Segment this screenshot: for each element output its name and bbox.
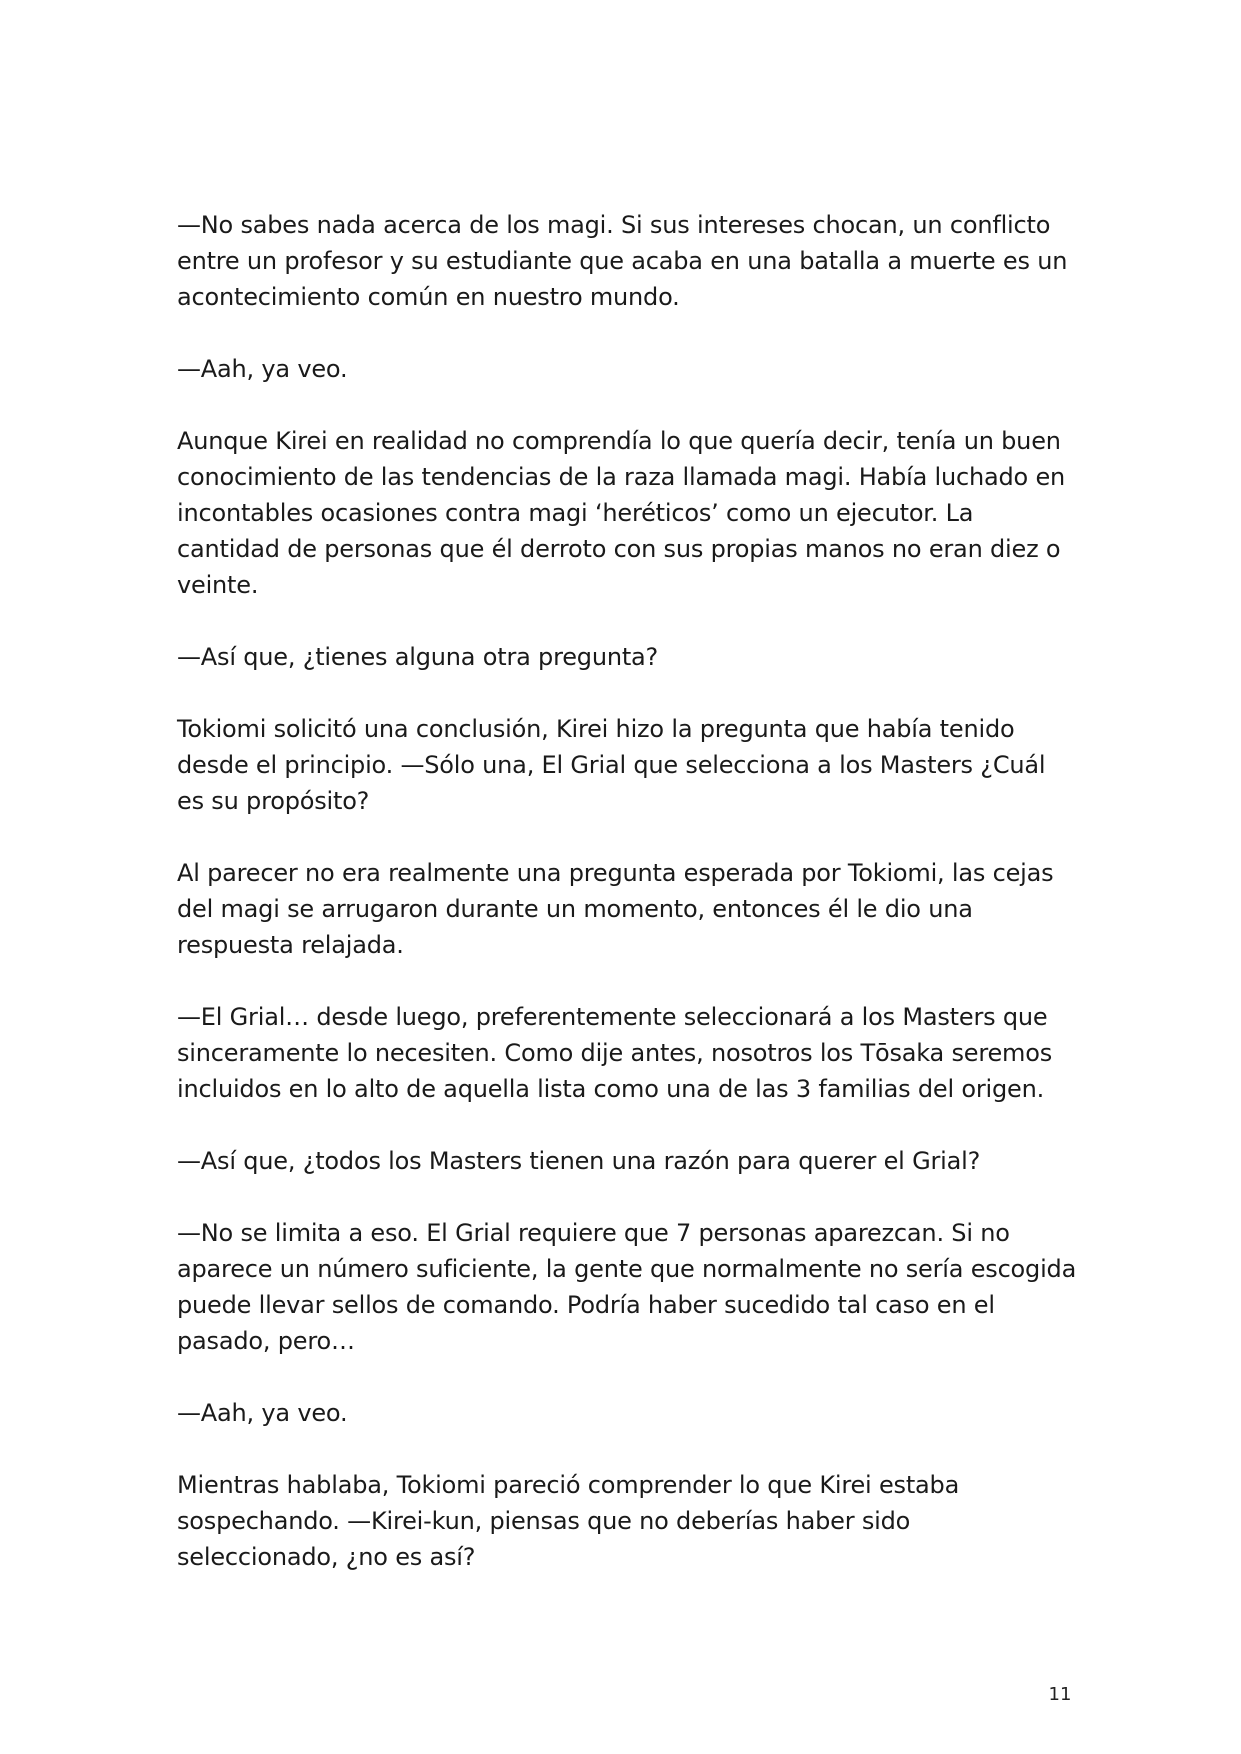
paragraph-2: —Aah, ya veo. [177, 355, 348, 383]
paragraph-1: —No sabes nada acerca de los magi. Si sus intereses chocan, un conflicto entre un profesor y su estudiante que acaba en una batalla a muerte es un acontecimiento común en nuestro mundo. [177, 211, 1068, 311]
paragraph-6: Al parecer no era realmente una pregunta esperada por Tokiomi, las cejas del magi se arrugaron durante un momento, entonces él le dio una respuesta relajada. [177, 859, 1054, 959]
paragraph-4: —Así que, ¿tienes alguna otra pregunta? [177, 643, 659, 671]
paragraph-3: Aunque Kirei en realidad no comprendía lo que quería decir, tenía un buen conocimiento de las tendencias de la raza llamada magi. Había luchado en incontables ocasiones contra magi ‘heréticos’ como un ejecutor. La cantidad de personas que él derroto con sus propias manos no eran diez o veinte. [177, 427, 1066, 599]
page-body [177, 207, 1077, 1611]
paragraph-8: —Así que, ¿todos los Masters tienen una razón para querer el Grial? [177, 1147, 981, 1175]
paragraph-9: —No se limita a eso. El Grial requiere que 7 personas aparezcan. Si no aparece un número suficiente, la gente que normalmente no sería escogida puede llevar sellos de comando. Podría haber sucedido tal caso en el pasado, pero… [177, 1219, 1077, 1355]
paragraph-7: —El Grial… desde luego, preferentemente seleccionará a los Masters que sinceramente lo necesiten. Como dije antes, nosotros los Tōsaka seremos incluidos en lo alto de aquella lista como una de las 3 familias del origen. [177, 1003, 1053, 1103]
paragraph-10: —Aah, ya veo. [177, 1399, 348, 1427]
page-number: 11 [1048, 1684, 1072, 1705]
paragraph-11: Mientras hablaba, Tokiomi pareció comprender lo que Kirei estaba sospechando. —Kirei-kun, piensas que no deberías haber sido seleccionado, ¿no es así? [177, 1471, 960, 1571]
paragraph-5: Tokiomi solicitó una conclusión, Kirei hizo la pregunta que había tenido desde el principio. —Sólo una, El Grial que selecciona a los Masters ¿Cuál es su propósito? [177, 715, 1046, 815]
